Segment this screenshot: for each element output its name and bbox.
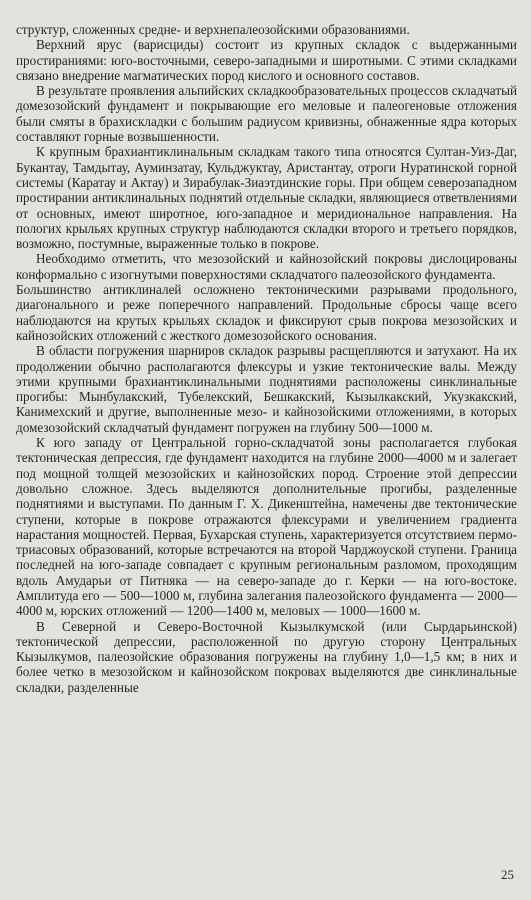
paragraph-1: структур, сложенных средне- и верхнепалеозойскими образованиями. (16, 22, 410, 37)
paragraph-4: К крупным брахиантиклинальным складкам такого типа относятся Султан-Уиз-Даг, Букантау, Тамдытау, Ауминзатау, Кульджуктау, Аристантау, отроги Нуратинской горной системы (Каратау и Актау) и Зирабулак-Зиаэтдинские горы. При общем северозападном простирании антиклинальных поднятий отдельные складки, являющиеся ответвлениями от основных, имеют широтное, юго-западное и меридиональное направления. На пологих крыльях крупных структур наблюдаются складки второго и третьего порядков, возможно, постумные, выраженные только в покрове. (16, 144, 517, 252)
paragraph-2: Верхний ярус (варисциды) состоит из крупных складок с выдержанными простираниями: юго-восточными, северо-западными и широтными. С этими складками связано внедрение магматических пород кислого и основного составов. (16, 37, 517, 83)
page-number: 25 (501, 867, 514, 882)
text-body (16, 22, 517, 695)
paragraph-6: Большинство антиклиналей осложнено тектоническими разрывами продольного, диагонального и реже поперечного направлений. Продольные сбросы чаще всего наблюдаются на крутых крыльях складок и фиксируют срыв покрова мезозойских и кайнозойских отложений с жесткого домезозойского основания. (16, 282, 517, 343)
paragraph-3: В результате проявления альпийских складкообразовательных процессов складчатый домезозойский фундамент и покрывающие его меловые и палеогеновые отложения были смяты в брахискладки с большим радиусом кривизны, обнаженные ядра которых составляют горные возвышенности. (16, 83, 517, 145)
paragraph-5: Необходимо отметить, что мезозойский и кайнозойский покровы дислоцированы конформально с изогнутыми поверхностями складчатого палеозойского фундамента. (16, 251, 517, 282)
paragraph-9: В Северной и Северо-Восточной Кызылкумской (или Сырдарьинской) тектонической депрессии, расположенной по другую сторону Центральных Кызылкумов, палеозойские образования погружены на глубину 1,0—1,5 км; в них и более четко в мезозойском и кайнозойском покровах выделяются две синклинальные складки, разделенные (16, 618, 517, 695)
paragraph-8: К юго западу от Центральной горно-складчатой зоны располагается глубокая тектоническая депрессия, где фундамент находится на глубине 2000—4000 м и залегает под мощной толщей мезозойских и кайнозойских пород. Строение этой депрессии довольно сложное. Здесь выделяются дополнительные прогибы, разделенные поднятиями и выступами. По данным Г. Х. Дикенштейна, намечены две тектонические ступени, которые в покрове отражаются флексурами и увеличением градиента нарастания мощностей. Первая, Бухарская ступень, характеризуется отсутствием пермо-триасовых образований, которые встречаются на второй Чарджоуской ступени. Граница последней на юго-западе совпадает с крупным региональным разломом, проходящим вдоль Амударьи от Питняка — на северо-западе до г. Керки — на юго-востоке. Амплитуда его — 500—1000 м, глубина залегания палеозойского фундамента — 2000—4000 м, юрских отложений — 1200—1400 м, меловых — 1000—1600 м. (16, 435, 517, 619)
paragraph-7: В области погружения шарниров складок разрывы расщепляются и затухают. На их продолжении обычно располагаются флексуры и узкие тектонические валы. Между этими крупными брахиантиклинальными поднятиями расположены синклинальные прогибы: Мынбулакский, Тубелекский, Бешкакский, Кызылкакский, Укузкакский, Канимехский и другие, выполненные мезо- и кайнозойскими отложениями, в которых домезозойский складчатый фундамент погружен на глубину 500—1000 м. (16, 343, 517, 435)
